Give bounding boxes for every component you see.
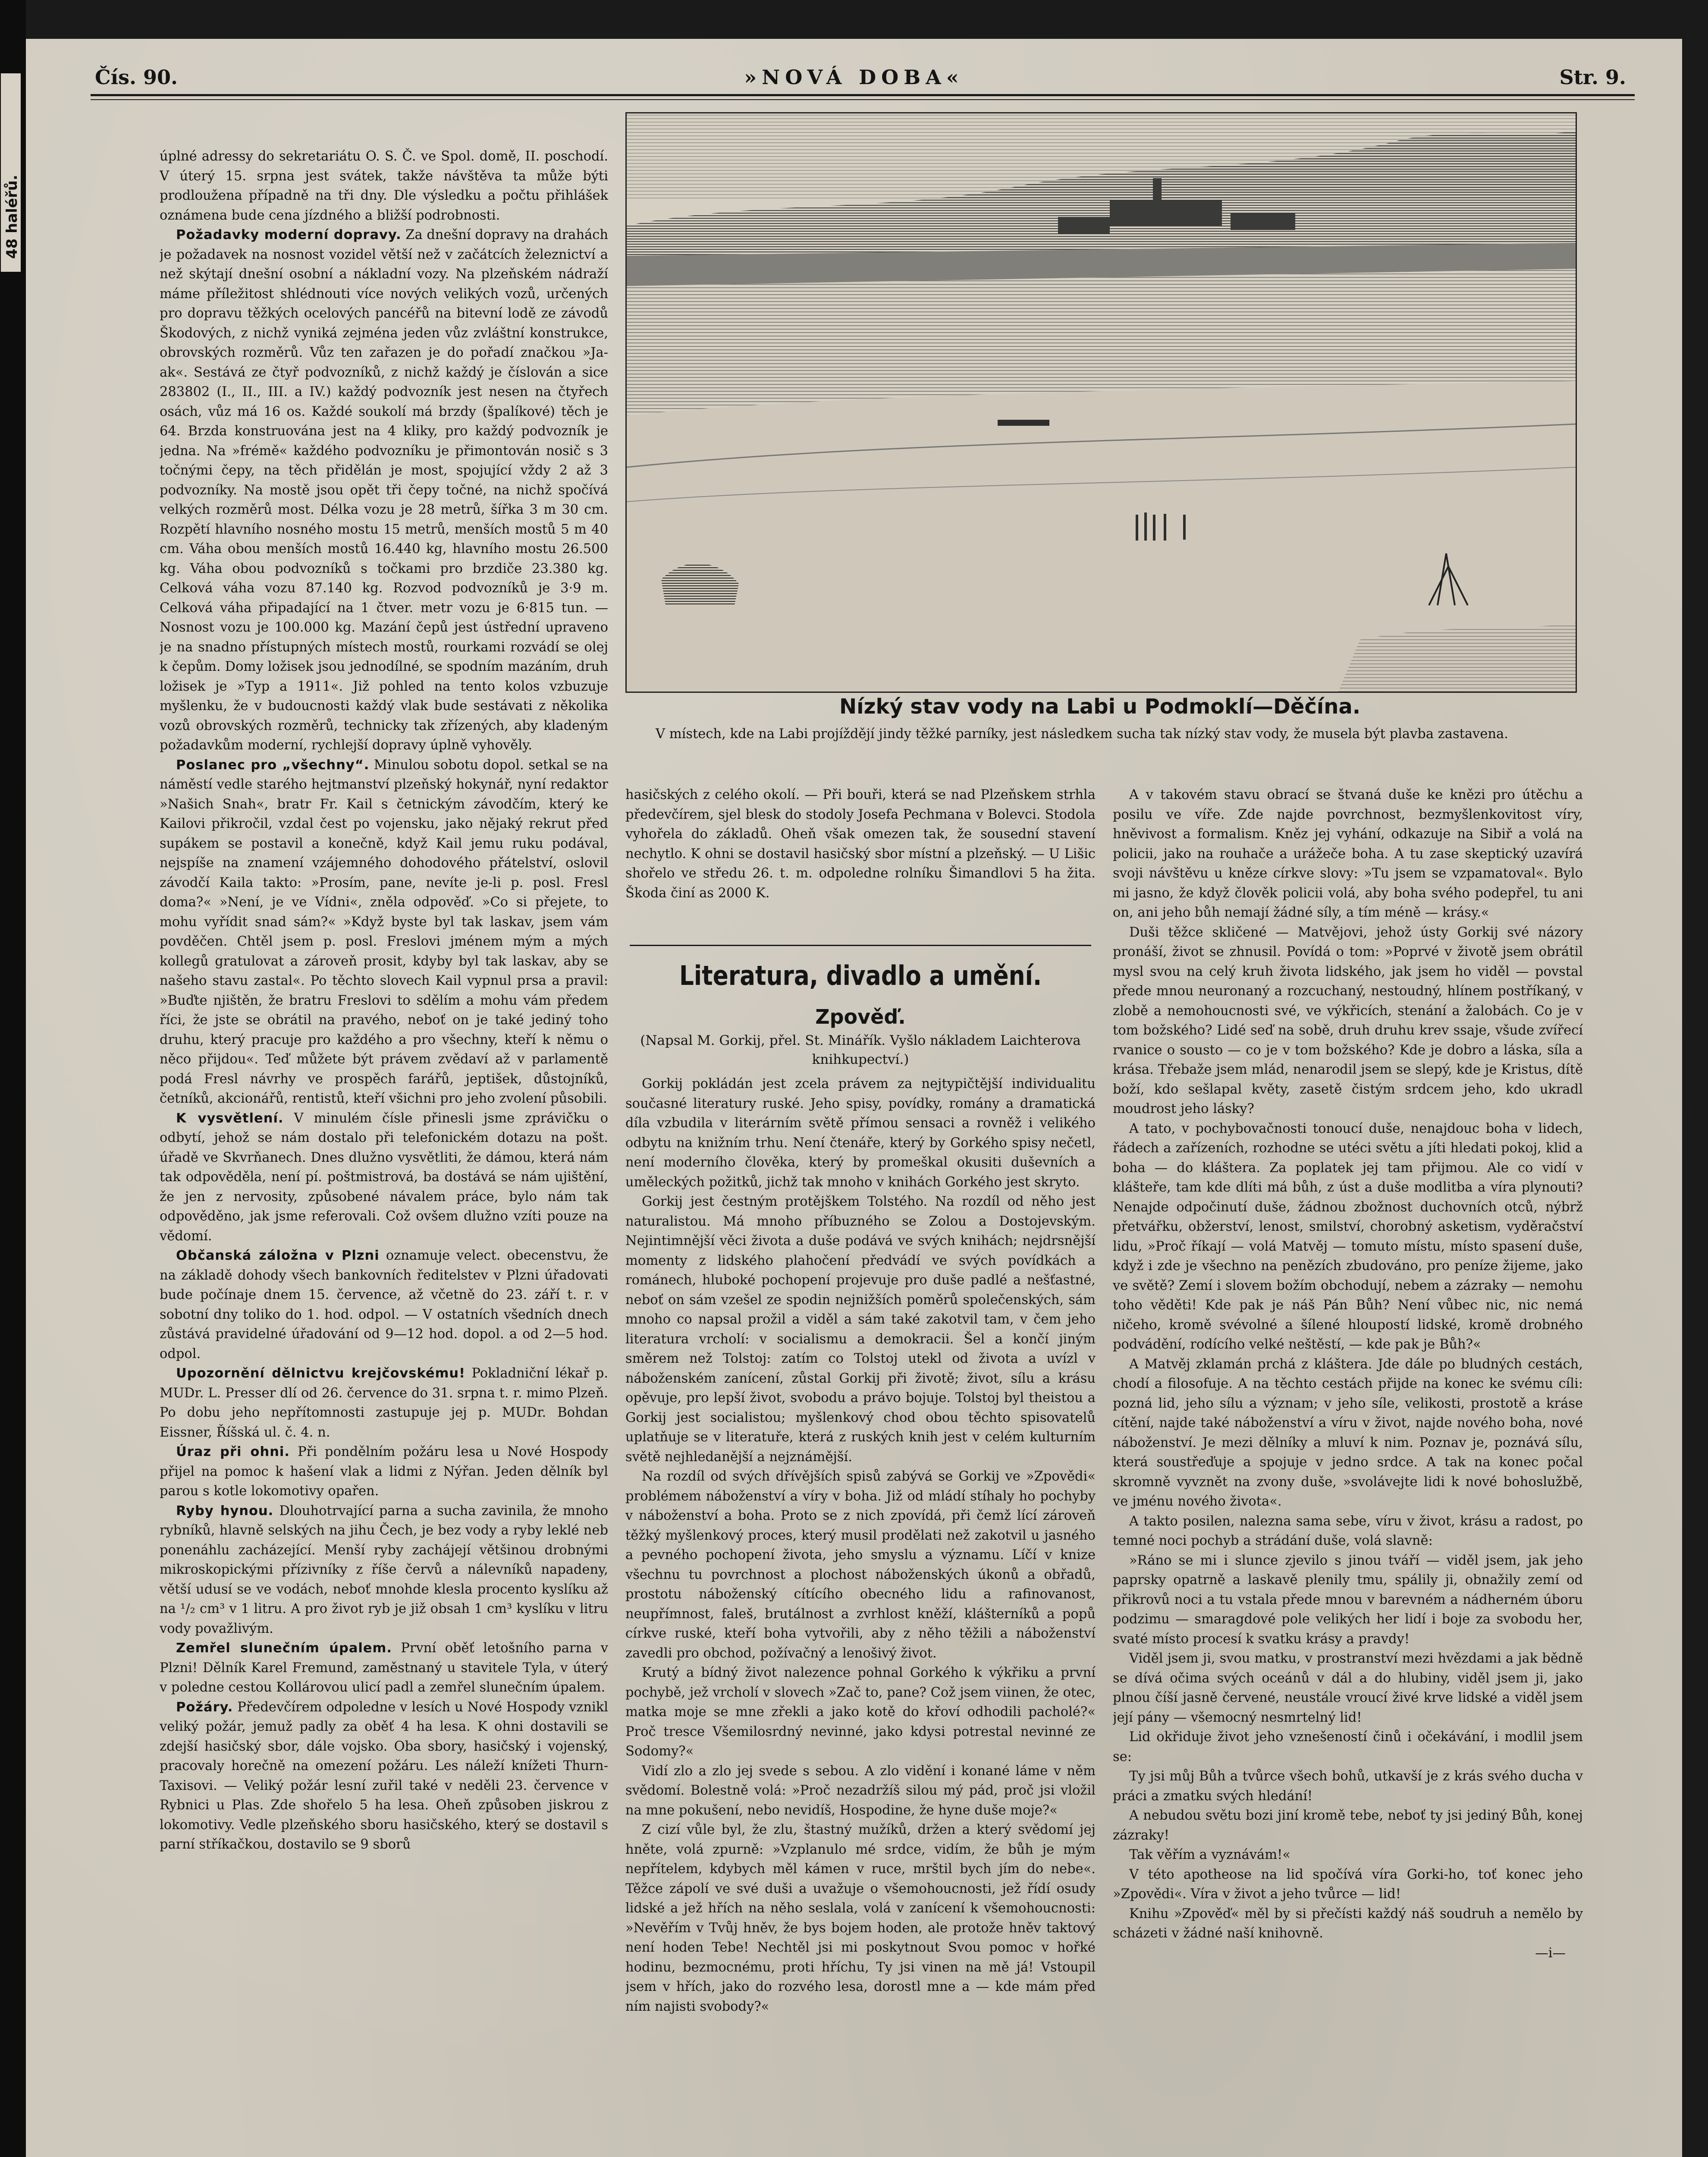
review-paragraph: Na rozdíl od svých dřívějších spisů zabývá se Gorkij ve »Zpovědi« problémem náboženství a víry v boha. Již od mládí stíhaly ho pochyby v náboženství a boha. Proto se z nich zpovídá, při čemž lící zároveň těžký myšlenkový proces, který musil prodělati než zakotvil u jasného a pevného pochopení života, jeho smyslu a významu. Líčí v knize všechnu tu povrchnost a plochost náboženských úkonů a obřadů, prostotu náboženský cítícího obecného lidu a rafinovanost, neupřímnost, faleš, brutálnost a zvrhlost kněží, klášterníků a popů církve ruské, kteří boha vytvořili, aby z něho těžili a náboženství zavedli pro obchod, požívačný a lenošivý život. [625, 1469, 1096, 1661]
review-paragraph: Vidí zlo a zlo jej svede s sebou. A zlo vidění i konané láme v něm svědomí. Bolestně volá: »Proč nezadržíš silou mý pád, proč jsi vložil na mne pokušení, nebo nevidíš, Hospodine, že hyne duše moje?« [625, 1763, 1096, 1818]
edge-price-label: 48 haléřů. [3, 175, 21, 259]
newspaper-page [26, 39, 1682, 2157]
review-paragraph: A Matvěj zklamán prchá z kláštera. Jde dále po bludných cestách, chodí a filosofuje. A na těchto cestách přijde na konec ke svému cíli: pozná lid, jeho sílu a význam; v jeho síle, velikosti, prostotě a kráse cítění, najde také náboženství a víru v život, najde nového boha, nové náboženství. Je mezi dělníky a mluví k nim. Poznav je, poznává sílu, která soustřeďuje a spojuje v jedno srdce. A tak na konec počal skromně vyvznět na zvony duše, »svolávejte lidi k nové bohoslužbě, ve jménu nového života«. [1113, 1356, 1583, 1509]
figure-caption-title: Nízký stav vody na Labi u Podmoklí—Děčína. [839, 695, 1361, 719]
page-number: Str. 9. [1559, 66, 1626, 89]
column-review-part2 [1113, 785, 1583, 2157]
header-rule-thin [91, 99, 1635, 100]
article-credit: (Napsal M. Gorkij, přel. St. Minářík. Vyšlo nákladem Laichterova knihkupectví.) [640, 1033, 1081, 1067]
review-paragraph: Krutý a bídný život nalezence pohnal Gorkého k výkřiku a první pochybě, jež vrcholí v slovech »Zač to, pane? Což jsem viinen, že otec, matka moje se mne zřekli a jako kotě do křoví odhodili pacholé?« Proč tresce Všemilosrdný nevinné, jako kdysi potrestal nevinné ze Sodomy?« [625, 1665, 1096, 1759]
author-signature: —i— [1535, 1945, 1566, 1961]
column-review-part1 [625, 1074, 1096, 2157]
section-divider [630, 945, 1091, 946]
news-item: Občanská záložna v Plzni oznamuje velect. obecenstvu, že na základě dohody všech bankovních ředitelstev v Plzni úřadovati bude počínaje dnem 15. července, až včetně do 23. září t. r. v sobotní dny toliko do 1. hod. odpol. — V ostatních všedních dnech zůstává pravidelné úřadování od 9—12 hod. dopol. a od 2—5 hod. odpol. [160, 1248, 608, 1361]
header-rule [91, 94, 1635, 96]
article-title: Zpověď. [815, 1005, 906, 1028]
review-paragraph: Z cizí vůle byl, že zlu, štastný mužíků, držen a který svědomí jej hněte, volá zpurně: »Vzplanulo mé srdce, vidím, že bůh je mým nepřítelem, kdybych měl kámen v ruce, mrštil bych jím do nebe«. Těžce zápolí ve své duši a uvažuje o všemohoucnosti, jež řídí osudy lidské a jež hřích na něho seslala, volá v zanícení k všemohoucnosti: »Nevěřím v Tvůj hněv, že bys bojem hoden, ale protože hněv taktový není hoden Tebe! Nechtěl jsi mi poskytnout Svou pomoc v hořké hodinu, bezmocnému, proti hříchu, Ty jsi vinen na mě já! Vstoupil jsem v hřích, jako do rozvého lesa, dorostl mne a — kde mám před ním najisti svobody?« [625, 1822, 1096, 2014]
news-item: Zemřel slunečním úpalem. První oběť letošního parna v Plzni! Dělník Karel Fremund, zaměstnaný u stavitele Tyla, v úterý v poledne cestou Kollárovou ulicí padl a zemřel slunečním úpalem. [160, 1641, 608, 1695]
masthead-title: »NOVÁ DOBA« [744, 66, 964, 89]
review-paragraph: Gorkij pokládán jest zcela právem za nejtypičtější individualitu současné literatury ruské. Jeho spisy, povídky, romány a dramatická díla vzbudila v literárním světě přímou sensaci a rovněž i velikého odbytu na knižním trhu. Není čtenáře, který by Gorkého spisy nečetl, není moderního člověka, který by promeškal okusiti duševních a uměleckých požitků, jichž tak mnoho v knihách Gorkého jest skryto. [625, 1076, 1096, 1190]
news-item: Úraz při ohni. Při pondělním požáru lesa u Nové Hospody přijel na pomoc k hašení vlak a lidmi z Nýřan. Jeden dělník byl parou s kotle lokomotivy opařen. [160, 1444, 608, 1499]
news-item: K vysvětlení. V minulém čísle přinesli jsme zprávičku o odbytí, jehož se nám dostalo při telefonickém dotazu na pošt. úřadě ve Skvrňanech. Dnes dlužno vysvětliti, že dámou, která nám tak odpověděla, není pí. poštmistrová, ba dostává se nám ujištění, že jen z nervosity, způsobené návalem práce, bylo nám tak odpověděno, jak jsme referovali. Což ovšem dlužno vzíti pouze na vědomí. [160, 1110, 608, 1244]
issue-number: Čís. 90. [95, 66, 178, 89]
section-title: Literatura, divadlo a umění. [679, 960, 1042, 991]
page-edge [0, 0, 26, 2157]
review-quote: »Ráno se mi i slunce zjevilo s jinou tváří — viděl jsem, jak jeho paprsky opatrně a laskavě plenily tmu, spálily ji, obnažily zemí od přikrovů noci a tu vstala přede mnou v barevném a nádherném úboru podzimu — smaragdové pole velikých her lidí i boje za svobodu her, svaté místo procesí k svatku krásy a pravdy! [1113, 1553, 1583, 1647]
review-paragraph: V této apotheose na lid spočívá víra Gorki-ho, toť konec jeho »Zpovědi«. Víra v život a jeho tvůrce — lid! [1113, 1867, 1583, 1902]
figure-caption-text: V místech, kde na Labi projíždějí jindy těžké parníky, jest následkem sucha tak nízký stav vody, že musela být plavba zastavena. [656, 726, 1508, 742]
engraving-image [627, 113, 1576, 692]
review-quote: Viděl jsem ji, svou matku, v prostranství mezi hvězdami a jak bědně se dívá očima svých oceánů v dál a do hlubiny, viděl jsem ji, jako plnou číší jasně červené, neustále vroucí živé krve lidské a viděl jsem její pány — všemocný nesmrtelný lid! [1113, 1651, 1583, 1725]
review-quote: A nebudou světu bozi jiní kromě tebe, neboť ty jsi jediný Bůh, konej zázraky! [1113, 1808, 1583, 1843]
column-fire-news-cont [625, 785, 1096, 940]
column-local-news [160, 147, 608, 2157]
review-paragraph: A takto posilen, nalezna sama sebe, víru v život, krásu a radost, po temné noci pochyb a strádání duše, volá slavně: [1113, 1513, 1583, 1548]
review-paragraph: Duši těžce skličené — Matvějovi, jehož ústy Gorkij své názory pronáší, život se zhnusil. Povídá o tom: »Poprvé v životě jsem obrátil mysl svou na celý kruh života lidského, jak jsem ho viděl — povstal přede mnou neuronaný a rozcuchaný, nestoudný, hlínem postříkaný, v zlobě a nemohoucnosti své, ve výkřicích, stenání a žalobách. Co je v tom božského? Lidé seď na sobě, druh druhu krev ssaje, všude zvířecí rvanice o sousto — co je v tom božského? Kde je dobro a láska, síla a krása. Třebaže jsem mlád, nenarodil jsem se slepý, kde je Kristus, dítě boží, kdo sešlapal květy, zasetě čistým srdcem jeho, kdo ukradl moudrost jeho lásky? [1113, 924, 1583, 1116]
news-item: Poslanec pro „všechny“. Minulou sobotu dopol. setkal se na náměstí vedle starého hejtmanství plzeňský hokynář, nyní redaktor »Našich Snah«, bratr Fr. Kail s četnickým závodčím, který ke Kailovi přikročil, vzdal čest po vojensku, jako nějaký rekrut před supákem se postavil a konečně, když Kail jemu ruku podával, nejspíše na znamení vzájemného dohodového přátelství, oslovil závodčí Kaila takto: »Prosím, pane, nevíte je-li p. posl. Fresl doma?« »Není, je ve Vídni«, zněla odpověď. »Co si přejete, to mohu vyřídit snad sám?« »Když byste byl tak laskav, jsem vám povděčen. Chtěl jsem p. posl. Freslovi jménem mým a mých kollegů gratulovat a zároveň prosit, kdyby byl tak laskav, aby se našeho stavu zastal«. Po těchto slovech Kail vypnul prsa a pravil: »Buďte njištěn, že bratru Freslovi to sdělím a mohu vám předem říci, že jste se obrátil na pravého, neboť on je také jediný toho druhu, který pracuje pro každého a pro všechny, kteří k němu o něco přijdou«. Teď můžete být právem zvědaví až v parlamentě podá Fresl návrhy ve prospěch farářů, jeptišek, důstojníků, četníků, akcionářů, rentistů, kteří všichni pro jeho zvolení působili. [160, 757, 608, 1106]
news-item: Ryby hynou. Dlouhotrvající parna a sucha zavinila, že mnoho rybníků, hlavně selských na jihu Čech, je bez vody a ryby leklé neb ponenáhlu zacházející. Menší ryby zachájejí většinou drobnými mikroskopickými přízivníky z říše červů a nálevníků napadeny, větší udusí se ve vodách, neboť mnohde klesla procento kyslíku až na ¹/₂ cm³ v 1 litru. A pro život ryb je již obsah 1 cm³ kyslíku v litru vody považlivým. [160, 1503, 608, 1636]
review-paragraph: Gorkij jest čestným protějškem Tolstého. Na rozdíl od něho jest naturalistou. Má mnoho příbuzného se Zolou a Dostojevským. Nejintimnější věci života a duše podává ve svých knihách; nejdrsnější momenty z lidského plahočení předvádí ve svých povídkách a románech, hluboké pochopení projevuje pro duše padlé a nešťastné, neboť on sám vzešel ze spodin nejnižších poměrů společenských, sám mnoho co napsal prožil a viděl a sám také zakotvil tam, v čem jeho literatura vrcholí: v socialismu a demokracii. Šel a končí jiným směrem než Tolstoj: zatím co Tolstoj utekl od života a uvízl v náboženském zanícení, zůstal Gorkij při životě; život, sílu a krásu opěvuje, pro lepší život, svobodu a právo bojuje. Tolstoj byl theistou a Gorkij jest socialistou; myšlenkový chod obou těchto spisovatelů uplatňuje se v literatuře, která z ruských knih jest v celém kulturním světě nejhledanější a nejznámější. [625, 1194, 1096, 1465]
news-item: úplné adressy do sekretariátu O. S. Č. ve Spol. domě, II. poschodí. V úterý 15. srpna jest svátek, takže návštěva ta může býti prodloužena případně na tři dny. Dle výsledku a počtu přihlášek oznámena bude cena jízdného a bližší podrobnosti. [160, 149, 608, 223]
news-item: Požadavky moderní dopravy. Za dnešní dopravy na drahách je požadavek na nosnost vozidel větší než v začátcích železnictví a než skýtají dnešní osobní a nákladní vozy. Na plzeňském nádraží máme příležitost shlédnouti více nových velikých vozů, určených pro dopravu těžkých ocelových pancéřů na bitevní lodě ze závodů Škodových, z nichž vyniká zejména jeden vůz zvláštní konstrukce, obrovských rozměrů. Vůz ten zařazen je do pořadí značkou »Ja-ak«. Sestává ze čtyř podvozníků, z nichž každý je číslován a sice 283802 (I., II., III. a IV.) každý podvozník jest nesen na čtyřech osách, vůz má 16 os. Každé soukolí má brzdy (špalíkové) těch je 64. Brzda konstruována jest na 4 kliky, pro každý podvozník je jedna. Na »frémě« každého podvozníku je přimontován nosič s 3 točnými čepy, na těch přidělán je most, spojující vždy 2 až 3 podvozníky. Na mostě jsou opět tři čepy točné, na nichž spočívá velkých rozměrů most. Délka vozu je 28 metrů, šířka 3 m 30 cm. Rozpětí hlavního nosného mostu 15 metrů, menších mostů 5 m 40 cm. Váha obou menších mostů 16.440 kg, hlavního mostu 26.500 kg. Váha obou podvozníků s točkami pro brzdiče 23.380 kg. Celková váha vozu 87.140 kg. Rozvod podvozníků je 3·9 m. Celková váha připadající na 1 čtver. metr vozu je 6·815 tun. — Nosnost vozu je 100.000 kg. Mazání čepů jest ústřední upraveno je na snadno přístupných místech mostů, rourkami rozvádí se olej k čepům. Domy ložisek jsou jednodílné, se spodním mazáním, druh ložisek je »Typ a 1911«. Již pohled na tento kolos vzbuzuje myšlenku, že v budoucnosti každý vlak bude sestávati z několika vozů obrovských rozměrů, technicky tak zřízených, aby kladeným požadavkům moderní, rychlejší dopravy úplně vyhověly. [160, 227, 608, 753]
review-paragraph: A tato, v pochybovačnosti tonoucí duše, nenajdouc boha v lidech, řádech a zařízeních, rozhodne se utéci světu a jíti hledati pokoj, klid a boha — do kláštera. Za poplatek jej tam přijmou. Ale co vidí v klášteře, tam kde dlíti má bůh, z úst a duše modlitba a víra plynouti? Nenajde odpočinutí duše, žádnou zbožnost duchovních otců, nýbrž přetvářku, obžerství, lenost, smilství, chorobný asketism, vyděračství lidu, »Proč říkají — volá Matvěj — tomuto místu, místo spasení duše, když i zde je všechno na penězích zbudováno, pro peníze žijeme, jako ve světě? Zemí i slovem božím obchodují, nebem a zázraky — nemohu toho věděti! Kde pak je náš Pán Bůh? Není vůbec nic, nic nemá ničeho, kromě svévolné a šílené hloupostí lidské, kromě drobného podvádění, rodícího velké neštěstí, — kde pak je Bůh?« [1113, 1121, 1583, 1352]
review-paragraph: A v takovém stavu obrací se štvaná duše ke knězi pro útěchu a posilu ve víře. Zde najde povrchnost, bezmyšlenkovitost víry, hněvivost a formalism. Kněz jej vyhání, odkazuje na Sibiř a volá na policii, jako na rouhače a urážeče boha. A tu zase skeptický uzavírá svoji návštěvu u kněze církve slovy: »Tu jsem se vzpamatoval«. Bylo mi jasno, že když člověk policii volá, aby boha svého podepřel, tu ani on, ani jeho bůh nemají žádné síly, a tím méně — krásy.« [1113, 787, 1583, 920]
review-paragraph: Knihu »Zpověď« měl by si přečísti každý náš soudruh a nemělo by scházeti v žádné naší knihovně. [1113, 1906, 1583, 1941]
news-item: Požáry. Předevčírem odpoledne v lesích u Nové Hospody vznikl veliký požár, jemuž padly za oběť 4 ha lesa. K ohni dostavili se zdejší hasičský sbor, dále vojsko. Oba sbory, hasičský i vojenský, pracovaly horečně na omezení požáru. Les náleží knížeti Thurn-Taxisovi. — Veliký požár lesní zuřil také v neděli 23. července v Rybnici u Plas. Zde shořelo 5 ha lesa. Oheň způsoben jiskrou z lokomotivy. Vedle plzeňského sboru hasičského, který se dostavil s parní stříkačkou, dostavilo se 9 sborů [160, 1699, 608, 1852]
review-quote: Tak věřím a vyznávám!« [1129, 1847, 1291, 1862]
review-quote: Ty jsi můj Bůh a tvůrce všech bohů, utkavší je z krás svého ducha v práci a zmatku svých hledání! [1113, 1769, 1583, 1804]
news-item-continued: hasičských z celého okolí. — Při bouři, která se nad Plzeňskem strhla předevčírem, sjel blesk do stodoly Josefa Pechmana v Bolevci. Stodola vyhořela do základů. Oheň však omezen tak, že sousední stavení nechytlo. K ohni se dostavil hasičský sbor místní a plzeňský. — U Lišic shořelo ve středu 26. t. m. odpoledne rolníku Šimandlovi 5 ha žita. Škoda činí as 2000 K. [625, 787, 1096, 901]
news-item: Upozornění dělnictvu krejčovskému! Pokladniční lékař p. MUDr. L. Presser dlí od 26. července do 31. srpna t. r. mimo Plzeň. Po dobu jeho nepřítomnosti zastupuje jej p. MUDr. Bohdan Eissner, Říšská ul. č. 4. n. [160, 1366, 608, 1440]
review-quote: Lid okřiduje život jeho vznešeností činů i očekávání, i modlil jsem se: [1113, 1729, 1583, 1764]
river-illustration [625, 112, 1577, 693]
